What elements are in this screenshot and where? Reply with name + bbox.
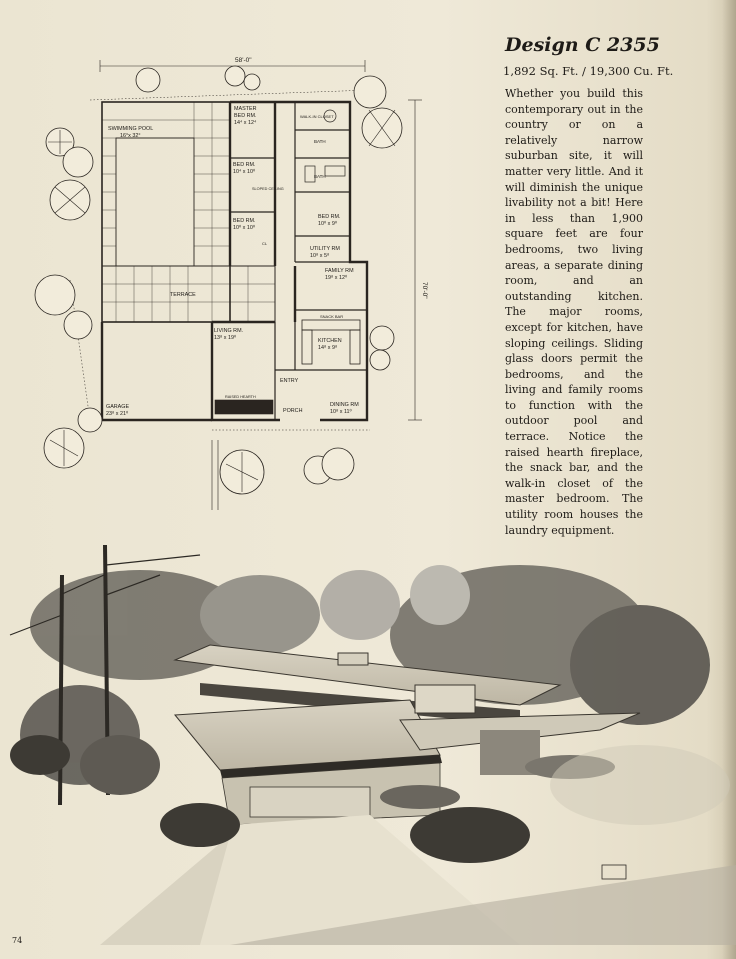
utility-room-size: 10⁸ x 5⁸ [310,253,330,259]
design-title: Design C 2355 [505,34,660,56]
master-bedroom-label: MASTER [234,106,257,112]
artist-monogram [602,865,626,879]
raised-hearth-label: RAISED HEARTH [225,395,256,399]
living-room-label: LIVING RM. [214,328,244,334]
design-stats: 1,892 Sq. Ft. / 19,300 Cu. Ft. [503,64,674,78]
design-description: Whether you build this contemporary out in the country or on a relatively narrow suburban site, it will matter very little. And it will diminish the unique livability not a bit! Here in less than 1,900 square feet are four bedrooms, two living areas, a separate dining room, and an outstanding kitchen. The major rooms, except for kitchen, have sloping ceilings. Sliding glass doors permit the bedrooms, and the living and family rooms to function with the outdoor pool and terrace. Notice the raised hearth fireplace, the snack bar, and the walk-in closet of the master bedroom. The utility room houses the laundry equipment. [505,87,643,537]
snack-bar-label: SNACK BAR [320,314,344,319]
pool-label: SWIMMING POOL [108,126,154,132]
family-room-label: FAMILY RM [325,268,354,274]
pool-size: 16°x 32° [120,133,141,139]
entry-label: ENTRY [280,378,299,384]
dining-room-label: DINING RM [330,402,359,408]
utility-room-label: UTILITY RM [310,246,340,252]
porch-label: PORCH [283,408,303,414]
plan-width-dimension: 58'-0" [235,57,252,64]
bedroom-1-size: 10⁴ x 10⁰ [233,169,256,175]
garage-size: 23⁸ x 21⁰ [106,411,129,417]
living-room-size: 13⁸ x 19⁰ [214,335,237,341]
bedroom-3-size: 10⁰ x 9⁰ [318,221,338,227]
bedroom-1-label: BED RM. [233,162,256,168]
dining-room-size: 10⁸ x 11⁰ [330,409,352,415]
bedroom-2-size: 10⁰ x 10⁰ [233,225,256,231]
sloped-ceiling-label: SLOPED CEILING [252,187,284,191]
bedroom-3-label: BED RM. [318,214,341,220]
bath-label-1: BATH [314,139,326,144]
master-bedroom-size: 14⁴ x 12⁴ [234,120,257,126]
garage-label: GARAGE [106,404,130,410]
bedroom-2-label: BED RM. [233,218,256,224]
kitchen-size: 14⁸ x 9⁸ [318,345,338,351]
house-rendering [0,535,736,945]
family-room-size: 19⁸ x 12⁰ [325,275,348,281]
terrace-label: TERRACE [170,292,196,298]
kitchen-label: KITCHEN [318,338,342,344]
floor-plan [30,40,470,520]
plan-depth-dimension: 70'-0" [421,282,428,299]
master-bedroom-label-2: BED RM. [234,113,257,119]
page-number: 74 [12,936,23,945]
walk-in-closet-label: WALK-IN CLOSET [300,114,334,119]
closet-label: CL [262,241,268,246]
bath-label-2: BATH [314,174,326,179]
